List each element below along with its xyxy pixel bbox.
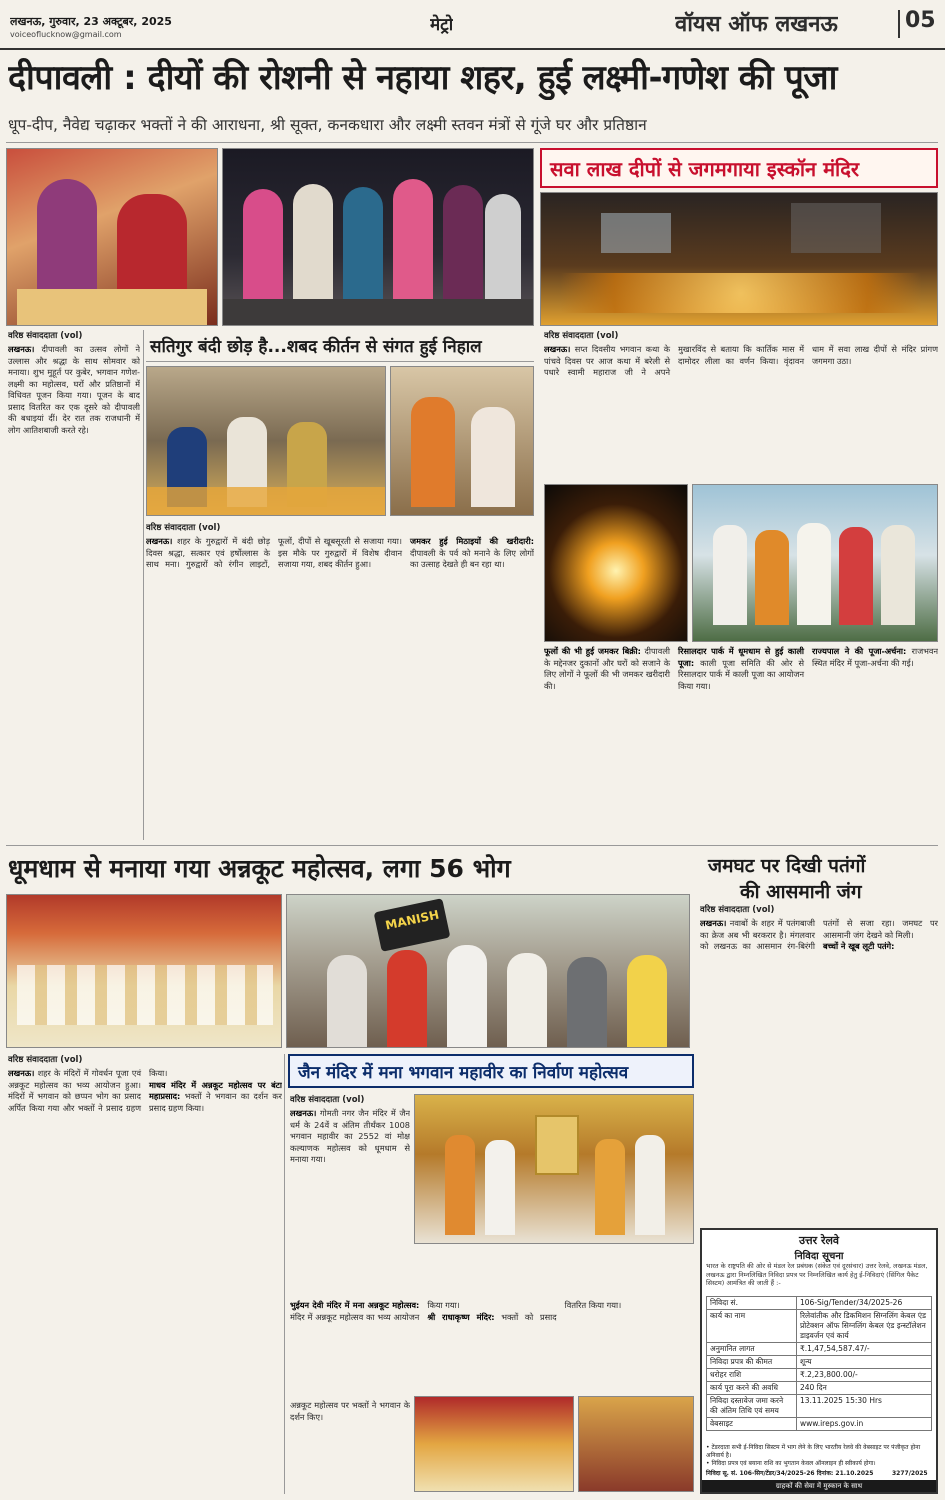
annakoot-byline: वरिष्ठ संवाददाता (vol) [8,1055,83,1065]
gurudwara-byline: वरिष्ठ संवाददाता (vol) [146,523,221,533]
col-divider [284,1054,285,1494]
iskcon-lead: लखनऊ। [544,344,571,354]
tender-row-value: 13.11.2025 15:30 Hrs [797,1395,932,1418]
iskcon-text [544,344,938,480]
kite-footer-line: बच्चों ने खूब लूटी पतंगे: [823,941,895,951]
kite-body: नवाबों के शहर में पतंगबाजी का क्रेज अब भी बरकरार है। मंगलवार को लखनऊ का आसमान रंग-बिरंगी पतंगों से सजा रहा। जमघट पर आसमानी जंग देखने को मिली। [700,918,938,951]
annakoot-text: लखनऊ। शहर के मंदिरों में गोवर्धन पूजा एवं अन्नकूट महोत्सव का भव्य आयोजन हुआ। मंदिरों में भगवान को छप्पन भोग का प्रसाद अर्पित किया गया और भक्तों ने प्रसाद ग्रहण किया। माधव मंदिर में अन्नकूट महोत्सव पर बंटा महाप्रसाद: भक्तों ने भगवान का दर्शन कर प्रसाद ग्रहण किया। [8,1068,282,1113]
section-label: मेट्रो [430,15,454,35]
photo-gurudwara-hall [146,366,386,516]
tender-title: निविदा सूचना [794,1251,844,1262]
gurudwara-body: शहर के गुरुद्वारों में बंदी छोड़ दिवस श्रद्धा, सत्कार एवं हर्षोल्लास के साथ मना। गुरुद्वारों को रंगीन लाइटों, फूलों, दीपों से खूबसूरती से सजाया गया। इस मौके पर गुरुद्वारों में विशेष दीवान सजाया गया, शबद कीर्तन हुआ। [146,536,402,569]
tender-row-label: कार्य का नाम [707,1310,797,1343]
photo-radhakrishna [414,1396,574,1492]
col-divider [143,330,144,840]
gurudwara-subtext: दीपावली के पर्व को मनाने के लिए लोगों का उत्साह देखते ही बन रहा था। [410,547,534,569]
main-story-text [8,344,140,842]
jain-text [290,1108,410,1296]
tender-row [707,1310,932,1343]
tender-row-value[interactable]: www.ireps.gov.in [797,1418,932,1431]
email: voiceoflucknow@gmail.com [10,30,122,39]
kite-photo-label: MANISH [384,907,441,933]
kite-headline-1: जमघट पर दिखी पतंगों [708,855,866,877]
photo-devotees [578,1396,694,1492]
page-number: 05 [905,8,936,33]
main-subheadline: धूप-दीप, नैवेद्य चढ़ाकर भक्तों ने की आराधना, श्री सूक्त, कनकधारा और लक्ष्मी स्तवन मंत्रों से गूंजे घर और प्रतिष्ठान [8,116,647,134]
tender-row [707,1297,932,1310]
main-byline: वरिष्ठ संवाददाता (vol) [8,331,83,341]
tender-row [707,1343,932,1356]
gurudwara-text [146,536,534,842]
masthead [0,0,945,50]
photo-iskcon-diyas [540,192,938,326]
dateline: लखनऊ, गुरुवार, 23 अक्टूबर, 2025 [10,15,172,28]
jain-subtitle-2: श्री राधाकृष्ण मंदिर: [427,1311,495,1322]
tender-tagline: ग्राहकों की सेवा में मुस्कान के साथ [702,1480,936,1492]
gurudwara-subtitle: जमकर हुई मिठाइयों की खरीदारी: [410,536,534,546]
gurudwara-headline-box [146,330,534,362]
kite-lead: लखनऊ। [700,918,727,928]
kite-headline-box [700,852,938,908]
tender-notice [700,1228,938,1494]
tender-row [707,1418,932,1431]
photo-annakoot-hall [6,894,282,1048]
tender-footer-left: निविदा सू. सं. 106-सिग/टेंडर/34/2025-26 दिनांक: 21.10.2025 [706,1470,874,1477]
gurudwara-lead: लखनऊ। [146,536,173,546]
iskcon-headline [540,148,938,188]
kite-headline-2: की आसमानी जंग [740,881,862,903]
tender-row-label: निविदा दस्तावेज जमा करने की अंतिम तिथि एवं समय [707,1395,797,1418]
iskcon-byline: वरिष्ठ संवाददाता (vol) [544,331,619,341]
jain-caption-text: अन्नकूट महोत्सव पर भक्तों ने भगवान के दर्शन किए। [290,1400,410,1422]
tender-row-value: 106-Sig/Tender/34/2025-26 [797,1297,932,1310]
annakoot-subtitle-1: माधव मंदिर में अन्नकूट महोत्सव पर बंटा महाप्रसाद: [149,1079,282,1101]
photo-fireworks [544,484,688,642]
iskcon-headline-text: सवा लाख दीपों से जगमगाया इस्कॉन मंदिर [550,157,860,181]
tender-row-label: कार्य पूरा करने की अवधि [707,1382,797,1395]
tender-row-label: धरोहर राशि [707,1369,797,1382]
flower-subtitle: फूलों की भी हुई जमकर बिक्री: [544,646,641,656]
tender-row [707,1369,932,1382]
photo-governor-puja [692,484,938,642]
jain-byline: वरिष्ठ संवाददाता (vol) [290,1095,365,1105]
paper-name: वॉयस ऑफ लखनऊ [675,12,838,37]
jain-body: गोमती नगर जैन मंदिर में जैन धर्म के 24वें व अंतिम तीर्थंकर 1008 भगवान महावीर का 2552 वां मोक्ष कल्याणक महोत्सव को धूमधाम से मनाया गया। [290,1108,410,1164]
tender-row [707,1356,932,1369]
main-text: दीपावली का उत्सव लोगों ने उल्लास और श्रद्धा के साथ सोमवार को मनाया। शुभ मुहूर्त पर कुबेर, भगवान गणेश-लक्ष्मी का महोत्सव, घरों और प्रतिष्ठानों में विधिवत पूजन किया गया। पूजन के बाद प्रसाद वितरित कर एक दूसरे को दीपावली की बधाइयां दीं। देर रात तक राजधानी में लोग आतिशबाजी करते रहे। [8,344,140,435]
jain-headline: जैन मंदिर में मना भगवान महावीर का निर्वाण महोत्सव [298,1063,629,1083]
tender-org: उत्तर रेलवे [798,1234,840,1247]
photo-kite-crowd [286,894,690,1048]
kite-byline: वरिष्ठ संवाददाता (vol) [700,905,775,915]
jain-headline-box [288,1054,694,1088]
iskcon-more-text: फूलों की भी हुई जमकर बिक्री: दीपावली के मद्देनजर दुकानों और घरों को सजाने के लिए लोगों ने फूलों की भी जमकर खरीदारी की। रिसालदार पार्क में धूमधाम से हुई काली पूजा: काली पूजा समिति की ओर से रिसालदार पार्क में काली पूजा का आयोजन किया गया। राज्यपाल ने की पूजा-अर्चना: राजभवन स्थित मंदिर में पूजा-अर्चना की गई। [544,646,938,691]
tender-row [707,1382,932,1395]
photo-women-sparklers [222,148,534,326]
tender-intro: भारत के राष्ट्रपति की ओर से मंडल रेल प्रबंधक (संकेत एवं दूरसंचार) उत्तर रेलवे, लखनऊ मंडल, लखनऊ द्वारा निम्नलिखित निविदा प्रपत्र पर निम्नलिखित कार्य हेतु ई-निविदाएं (सिंगिल पैकेट सिस्टम) आमंत्रित की जाती हैं :- [706,1262,928,1287]
tender-row-value: रिलेवांतीक और डिकमिशन सिग्नलिंग केबल एंड प्रोटेक्शन ऑफ सिग्नलिंग केबल एंड इन्स्टॉलेशन डाइवर्जन एवं कार्य [797,1310,932,1343]
kite-text [700,918,938,1224]
main-lead: लखनऊ। [8,344,35,354]
photo-gurudwara-women [390,366,534,516]
annakoot-headline: धूमधाम से मनाया गया अन्नकूट महोत्सव, लगा 56 भोग [8,854,511,883]
tender-note-1: • टेंडरदाता सभी ई-निविदा सिस्टम में भाग लेने के लिए भारतीय रेलवे की वेबसाइट पर पंजीकृत होना अनिवार्य है। [706,1444,921,1459]
divider [6,142,938,143]
tender-row-label: अनुमानित लागत [707,1343,797,1356]
page-divider [898,10,900,38]
tender-row-value: शून्य [797,1356,932,1369]
annakoot-body: शहर के मंदिरों में गोवर्धन पूजा एवं अन्नकूट महोत्सव का भव्य आयोजन हुआ। मंदिरों में भगवान को छप्पन भोग का प्रसाद अर्पित किया गया और भक्तों ने प्रसाद ग्रहण किया। [8,1068,168,1113]
jain-more-text: भुईयन देवी मंदिर में मना अन्नकूट महोत्सव: मंदिर में अन्नकूट महोत्सव का भव्य आयोजन किया गया। श्री राधाकृष्ण मंदिर: भक्तों को प्रसाद वितरित किया गया। [290,1300,622,1322]
iskcon-body: सप्त दिवसीय भगवान कथा के पांचवे दिवस पर आज कथा में बरेली से पधारे स्वामी महाराज जी ने अपने मुखारविंद से बताया कि कार्तिक मास में दामोदर लीला का वर्णन किया। वृंदावन धाम में सवा लाख दीपों से मंदिर प्रांगण जगमगा उठा। [544,344,938,377]
tender-table [706,1296,932,1431]
main-headline: दीपावली : दीयों की रोशनी से नहाया शहर, हुई लक्ष्मी-गणेश की पूजा [8,58,837,98]
tender-row-value: 240 दिन [797,1382,932,1395]
tender-row-label: निविदा सं. [707,1297,797,1310]
tender-row [707,1395,932,1418]
annakoot-lead: लखनऊ। [8,1068,35,1078]
rajyapal-subtitle: राज्यपाल ने की पूजा-अर्चना: [812,646,907,656]
tender-note-2: • निविदा प्रपत्र एवं बयाना राशि का भुगतान केवल ऑनलाइन ही स्वीकार्य होगा। [706,1460,876,1467]
tender-row-value: ₹.1,47,54,587.47/- [797,1343,932,1356]
tender-row-value: ₹.2,23,800.00/- [797,1369,932,1382]
tender-row-label: वेबसाइट [707,1418,797,1431]
tender-row-label: निविदा प्रपत्र की कीमत [707,1356,797,1369]
jain-lead: लखनऊ। [290,1108,317,1118]
gurudwara-headline: सतिगुर बंदी छोड़ है...शबद कीर्तन से संगत हुई निहाल [150,337,482,357]
divider [6,845,938,846]
jain-subtitle-1: भुईयन देवी मंदिर में मना अन्नकूट महोत्सव: [290,1300,420,1310]
photo-jain-temple [414,1094,694,1244]
rasaldar-subtitle: रिसालदार पार्क में धूमधाम से हुई काली पूजा: [678,646,804,668]
tender-footer-right: 3277/2025 [892,1470,928,1477]
photo-family-puja [6,148,218,326]
